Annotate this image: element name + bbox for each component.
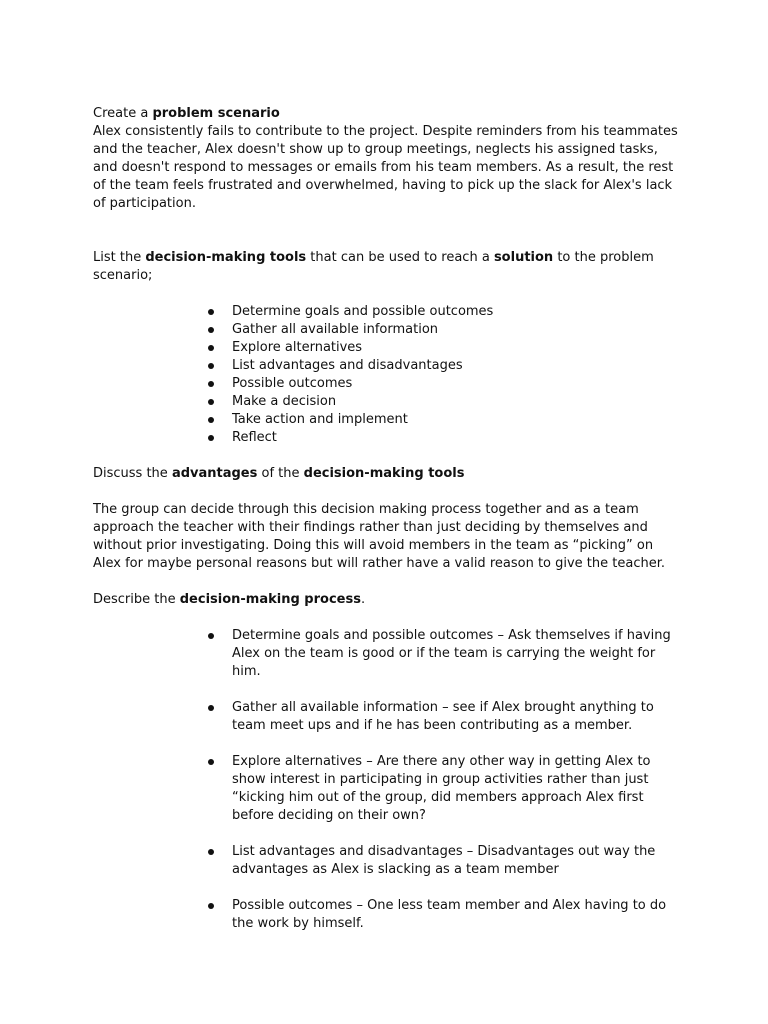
tools-heading bbox=[93, 249, 683, 285]
bullet-icon bbox=[208, 381, 214, 387]
list-item bbox=[93, 393, 683, 411]
bullet-icon bbox=[208, 327, 214, 333]
process-heading bbox=[93, 591, 683, 609]
list-item-text: Possible outcomes bbox=[232, 376, 353, 391]
list-item bbox=[93, 753, 683, 825]
list-item bbox=[93, 429, 683, 447]
list-item bbox=[93, 627, 683, 681]
list-item-text: Determine goals and possible outcomes bbox=[232, 304, 494, 319]
process-list bbox=[93, 627, 683, 933]
spacer bbox=[93, 573, 683, 591]
bullet-icon bbox=[208, 903, 214, 909]
list-item bbox=[93, 843, 683, 879]
advantages-body: The group can decide through this decision making process together and as a team approach the teacher with their findings rather than just deciding by themselves and without prior investigating. Doing this will avoid members in the team as “picking” on Alex for maybe personal reasons but will rather have a valid reason to give the teacher. bbox=[93, 502, 666, 571]
list-item bbox=[93, 699, 683, 735]
list-item bbox=[93, 375, 683, 393]
tools-heading-bold1: decision-making tools bbox=[145, 250, 307, 265]
list-item-text: Take action and implement bbox=[232, 412, 408, 427]
problem-heading-bold: problem scenario bbox=[152, 106, 280, 121]
list-item bbox=[93, 303, 683, 321]
bullet-icon bbox=[208, 435, 214, 441]
bullet-icon bbox=[208, 399, 214, 405]
advantages-heading-bold1: advantages bbox=[171, 466, 258, 481]
tools-heading-prefix: List the bbox=[93, 250, 146, 265]
tools-heading-suffix: to the problem scenario; bbox=[93, 250, 654, 283]
spacer bbox=[93, 609, 683, 627]
bullet-icon bbox=[208, 849, 214, 855]
spacer bbox=[93, 213, 683, 249]
list-item-text: Reflect bbox=[232, 430, 277, 445]
bullet-icon bbox=[208, 705, 214, 711]
list-item-text: Explore alternatives – Are there any other way in getting Alex to show interest in participating in group activities rather than just “kicking him out of the group, did members approach Alex first before deciding on their own? bbox=[232, 754, 651, 823]
list-item-text: Make a decision bbox=[232, 394, 337, 409]
list-item-text: Determine goals and possible outcomes – Ask themselves if having Alex on the team is good or if the team is carrying the weight for him. bbox=[232, 628, 671, 679]
process-heading-prefix: Describe the bbox=[93, 592, 180, 607]
list-item bbox=[93, 339, 683, 357]
problem-body: Alex consistently fails to contribute to the project. Despite reminders from his teammates and the teacher, Alex doesn't show up to group meetings, neglects his assigned tasks, and doesn't respond to messages or emails from his team members. As a result, the rest of the team feels frustrated and overwhelmed, having to pick up the slack for Alex's lack of participation. bbox=[93, 124, 678, 211]
list-item bbox=[93, 357, 683, 375]
list-item bbox=[93, 321, 683, 339]
bullet-icon bbox=[208, 417, 214, 423]
bullet-icon bbox=[208, 363, 214, 369]
advantages-heading-bold2: decision-making tools bbox=[303, 466, 465, 481]
list-item bbox=[93, 411, 683, 429]
tools-list bbox=[93, 303, 683, 447]
tools-heading-mid: that can be used to reach a bbox=[306, 250, 494, 265]
list-item bbox=[93, 897, 683, 933]
list-item-text: List advantages and disadvantages bbox=[232, 358, 463, 373]
bullet-icon bbox=[208, 633, 214, 639]
spacer bbox=[93, 447, 683, 465]
bullet-icon bbox=[208, 345, 214, 351]
advantages-heading-prefix: Discuss the bbox=[93, 466, 172, 481]
bullet-icon bbox=[208, 309, 214, 315]
list-item-text: List advantages and disadvantages – Disadvantages out way the advantages as Alex is slacking as a team member bbox=[232, 844, 656, 877]
list-item-text: Gather all available information bbox=[232, 322, 439, 337]
problem-heading-prefix: Create a bbox=[93, 106, 153, 121]
tools-heading-bold2: solution bbox=[493, 250, 554, 265]
document-page bbox=[93, 105, 683, 933]
process-heading-suffix: . bbox=[360, 592, 366, 607]
list-item-text: Explore alternatives bbox=[232, 340, 363, 355]
problem-heading bbox=[93, 105, 683, 123]
list-item-text: Gather all available information – see if Alex brought anything to team meet ups and if he has been contributing as a member. bbox=[232, 700, 654, 733]
advantages-heading-mid: of the bbox=[257, 466, 304, 481]
list-item-text: Possible outcomes – One less team member and Alex having to do the work by himself. bbox=[232, 898, 667, 931]
process-heading-bold: decision-making process bbox=[179, 592, 361, 607]
spacer bbox=[93, 483, 683, 501]
bullet-icon bbox=[208, 759, 214, 765]
advantages-heading bbox=[93, 465, 683, 483]
spacer bbox=[93, 285, 683, 303]
